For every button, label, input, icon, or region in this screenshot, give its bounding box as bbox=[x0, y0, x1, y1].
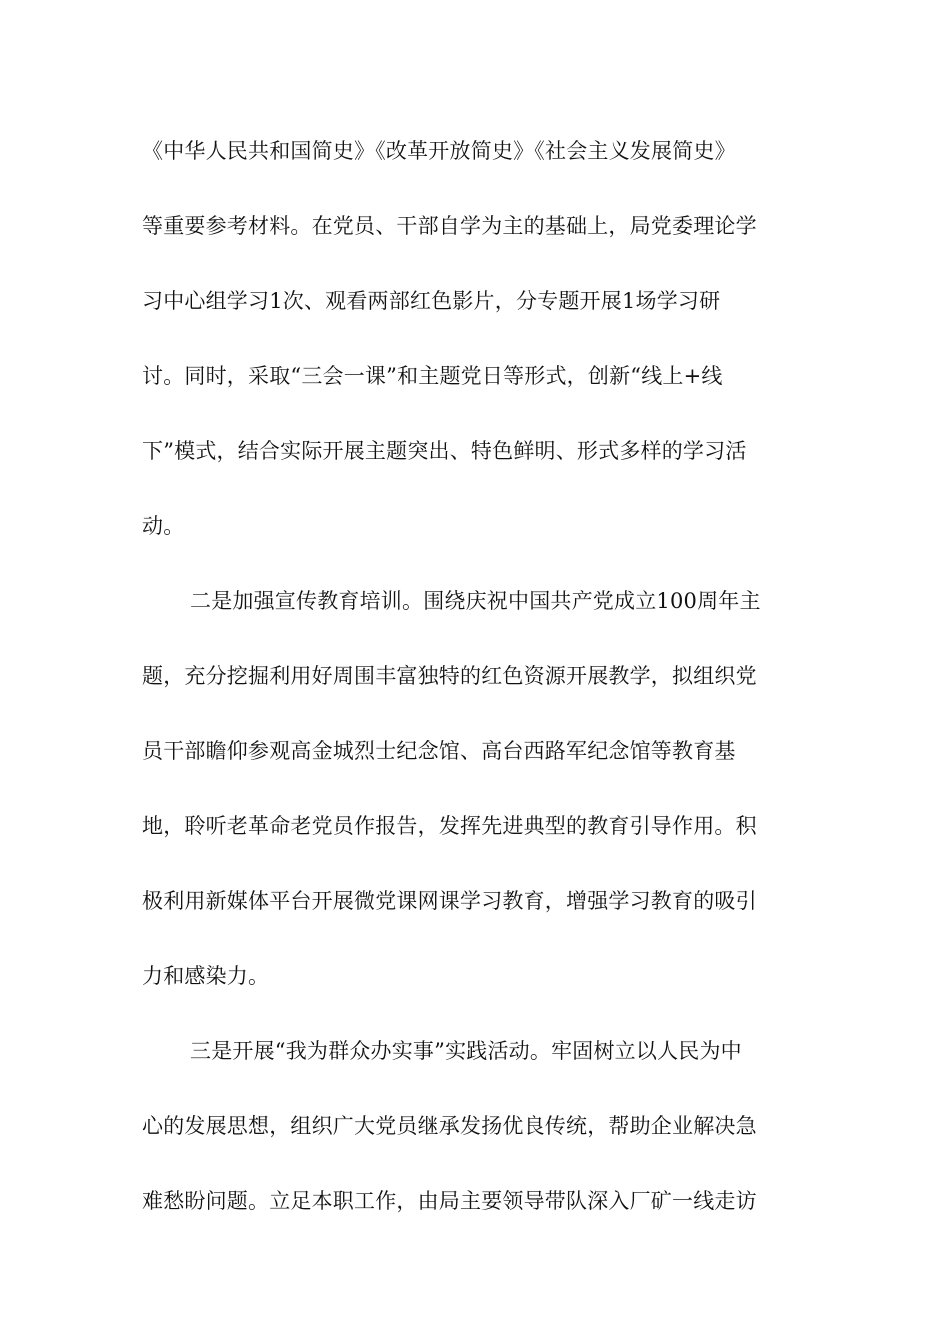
text-line: 等重要参考材料。在党员、干部自学为主的基础上，局党委理论学 bbox=[142, 214, 757, 238]
text-line: 员干部瞻仰参观高金城烈士纪念馆、高台西路军纪念馆等教育基 bbox=[142, 739, 736, 763]
text-line: 习中心组学习1次、观看两部红色影片，分专题开展1场学习研 bbox=[142, 289, 721, 313]
text-line: 地，聆听老革命老党员作报告，发挥先进典型的教育引导作用。积 bbox=[142, 814, 757, 838]
text-line: 力和感染力。 bbox=[142, 964, 270, 988]
text-line: 《中华人民共和国简史》《改革开放简史》《社会主义发展简史》 bbox=[142, 139, 736, 163]
paragraph-start-line: 二是加强宣传教育培训。围绕庆祝中国共产党成立100周年主 bbox=[190, 589, 761, 613]
text-line: 心的发展思想，组织广大党员继承发扬优良传统，帮助企业解决急 bbox=[142, 1114, 757, 1138]
text-line: 下”模式，结合实际开展主题突出、特色鲜明、形式多样的学习活 bbox=[142, 439, 747, 463]
text-line: 题，充分挖掘利用好周围丰富独特的红色资源开展教学，拟组织党 bbox=[142, 664, 757, 688]
text-line: 讨。同时，采取“三会一课”和主题党日等形式，创新“线上+线 bbox=[142, 364, 723, 388]
paragraph-start-line: 三是开展“我为群众办实事”实践活动。牢固树立以人民为中 bbox=[190, 1039, 742, 1063]
text-line: 动。 bbox=[142, 514, 185, 538]
text-line: 极利用新媒体平台开展微党课网课学习教育，增强学习教育的吸引 bbox=[142, 889, 757, 913]
text-line: 难愁盼问题。立足本职工作，由局主要领导带队深入厂矿一线走访 bbox=[142, 1189, 757, 1213]
